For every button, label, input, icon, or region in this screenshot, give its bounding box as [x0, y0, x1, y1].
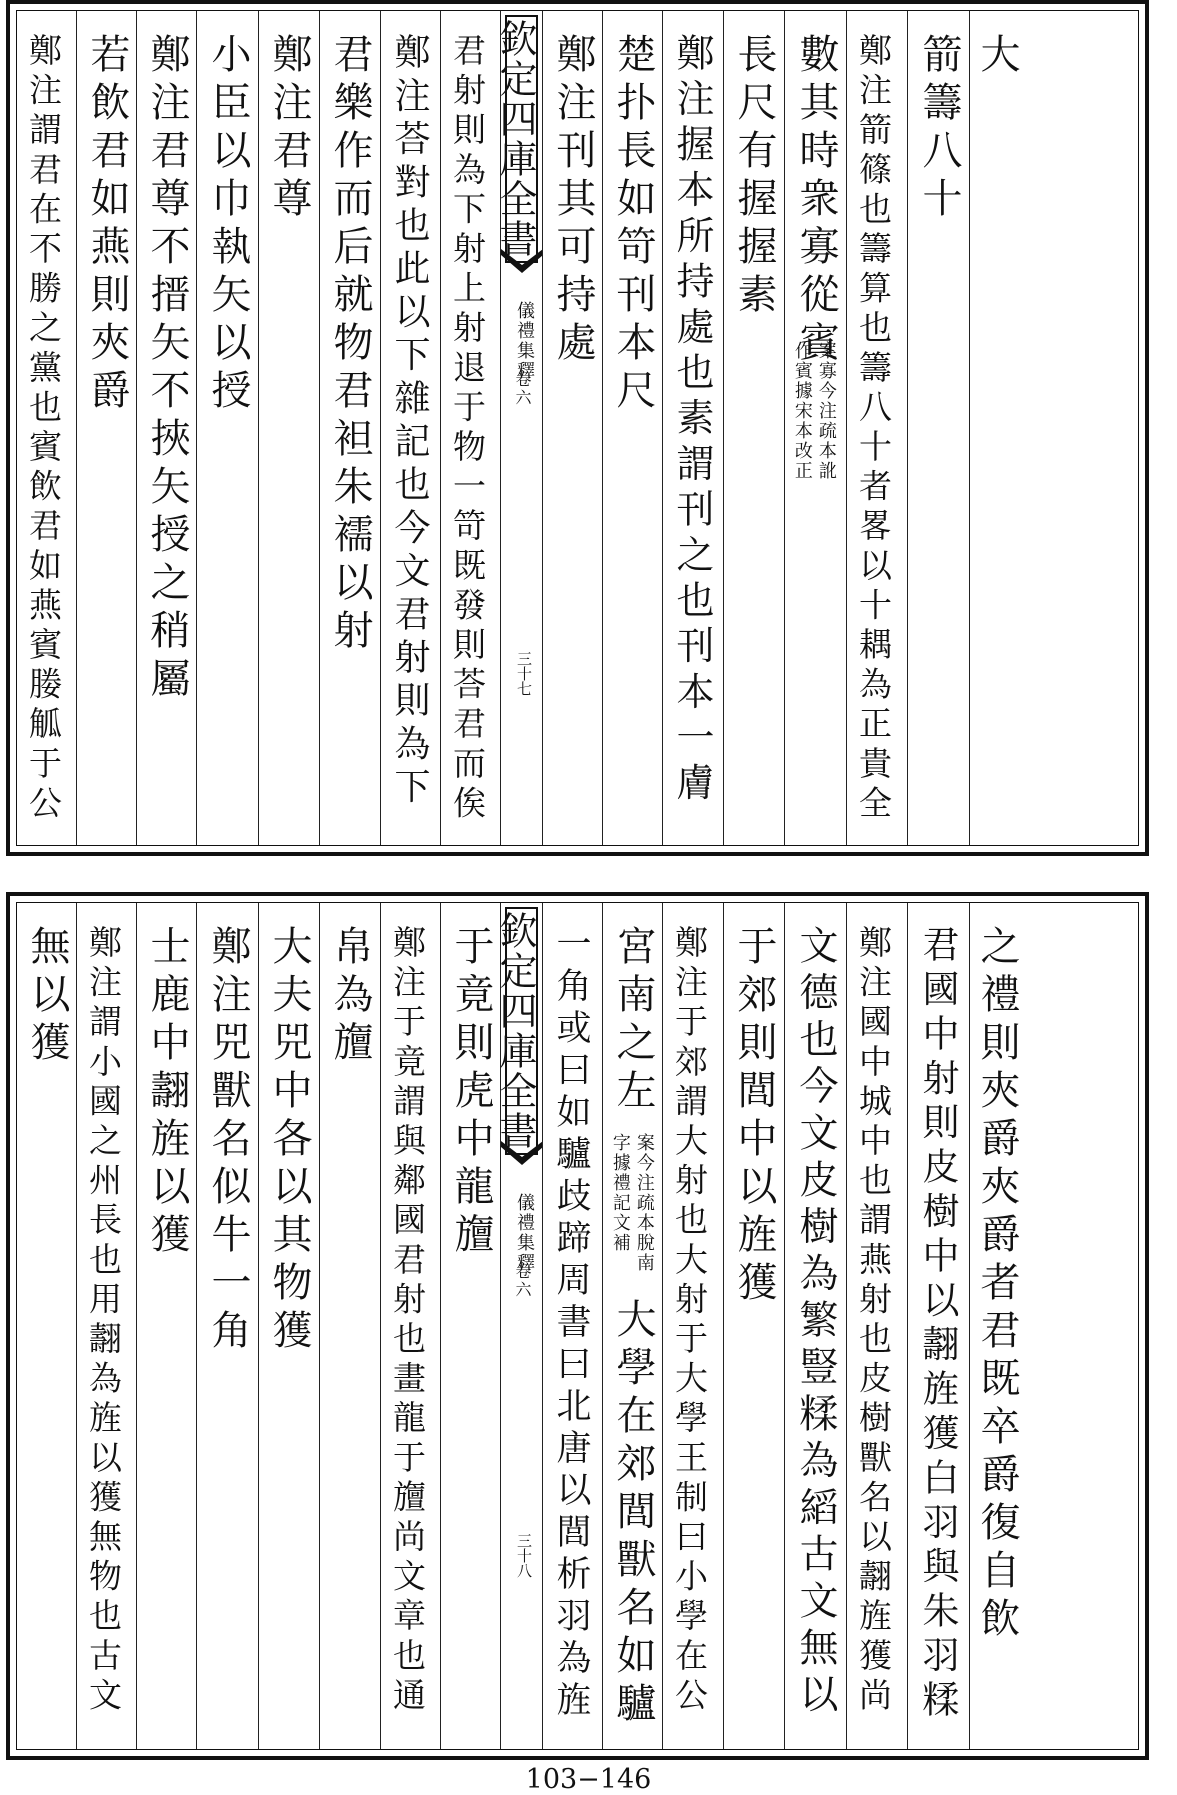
inline-note: 案今注疏本脫南 [633, 1133, 655, 1273]
column-text: 無以獲 [24, 925, 70, 1069]
column-text: 鄭注箭篠也籌算也籌八十者畧以十耦為正貴全 [854, 33, 893, 825]
text-column [542, 903, 602, 1749]
text-column [136, 903, 196, 1749]
text-frame [16, 10, 1139, 846]
page-number: 103−146 [525, 1764, 652, 1795]
column-text: 鄭注謂君在不勝之黨也賓飲君如燕賓媵觚于公 [24, 33, 63, 825]
text-column [319, 903, 380, 1749]
text-column [969, 11, 1022, 845]
column-text: 大學在郊閭獸名如驢 [610, 1298, 656, 1730]
column-text: 小臣以巾執矢以授 [205, 33, 251, 417]
column-text: 若飲君如燕則夾爵 [84, 33, 130, 417]
gutter-title: 欽定四庫全書 [505, 907, 538, 1155]
column-text: 鄭注謂小國之州長也用翿為旌以獲無物也古文 [84, 925, 123, 1717]
column-text: 君國中射則皮樹中以翿旌獲白羽與朱羽糅 [916, 925, 959, 1725]
column-text: 鄭注于竟謂與鄰國君射也畫龍于旜尚文章也通 [388, 925, 427, 1717]
column-text: 箭籌八十 [916, 33, 962, 225]
text-column [602, 903, 662, 1749]
fishtail-ornament [501, 1139, 543, 1169]
column-text: 士鹿中翿旌以獲 [144, 925, 190, 1261]
text-column [907, 903, 969, 1749]
text-column [784, 903, 846, 1749]
column-text: 鄭注刊其可持處 [550, 33, 596, 369]
column-text: 鄭注荅對也此以下雜記也今文君射則為下 [389, 33, 430, 811]
column-text: 君樂作而后就物君袒朱襦以射 [327, 33, 373, 657]
column-text: 鄭注握本所持處也素謂刊之也刊本一膚 [670, 33, 714, 809]
column-text: 楚扑長如笴刊本尺 [610, 33, 656, 417]
text-column [258, 903, 319, 1749]
center-gutter [493, 903, 542, 1749]
column-text: 宮南之左 [610, 925, 656, 1117]
column-text: 長尺有握握素 [731, 33, 777, 321]
text-column [846, 11, 907, 845]
text-column [969, 903, 1022, 1749]
text-column [196, 11, 258, 845]
text-column [662, 11, 723, 845]
text-column [319, 11, 380, 845]
column-text: 鄭注于郊謂大射也大射于大學王制曰小學在公 [670, 925, 709, 1717]
top-page-panel [6, 0, 1149, 856]
column-text: 于竟則虎中龍旜 [448, 925, 494, 1261]
bottom-page-panel [6, 892, 1149, 1760]
column-text: 于郊則閭中以旌獲 [731, 925, 777, 1309]
text-column [136, 11, 196, 845]
text-column [196, 903, 258, 1749]
leaf-number: 三十八 [515, 1533, 533, 1578]
text-column [440, 903, 500, 1749]
text-column [76, 903, 136, 1749]
text-column [723, 11, 784, 845]
text-column [258, 11, 319, 845]
gutter-title: 欽定四庫全書 [505, 15, 538, 263]
column-text: 數其時衆寡從賓 [793, 33, 839, 369]
column-text: 鄭注君尊 [266, 33, 312, 225]
text-column [17, 11, 76, 845]
text-column [723, 903, 784, 1749]
inline-note: 字據禮記文補 [609, 1133, 631, 1253]
column-text: 文德也今文皮樹為繁豎糅為縚古文無以 [793, 925, 838, 1721]
column-text: 鄭注君尊不搢矢不挾矢授之稍屬 [144, 33, 190, 705]
text-column [380, 903, 440, 1749]
text-column [784, 11, 846, 845]
column-text: 之禮則夾爵夾爵者君既卒爵復自飲 [974, 925, 1020, 1645]
column-text: 君射則為下射上射退于物一笴既發則荅君而俟 [448, 33, 487, 825]
text-column [380, 11, 440, 845]
volume-label: 卷六 [513, 1263, 532, 1299]
column-text: 大夫兕中各以其物獲 [266, 925, 312, 1357]
book-title: 儀禮集釋 [514, 1193, 535, 1273]
text-column [440, 11, 500, 845]
fishtail-ornament [501, 247, 543, 277]
inline-note: 作賓據宋本改正 [791, 341, 813, 481]
column-text: 帛為旜 [327, 925, 373, 1069]
text-column [907, 11, 969, 845]
leaf-number: 三十七 [515, 651, 533, 696]
inline-note: 案寡今注疏本訛 [815, 341, 837, 481]
book-title: 儀禮集釋 [514, 301, 535, 381]
text-column [76, 11, 136, 845]
text-frame [16, 902, 1139, 1750]
volume-label: 卷六 [513, 371, 532, 407]
center-gutter [493, 11, 542, 845]
column-text: 鄭注國中城中也謂燕射也皮樹獸名以翿旌獲尚 [854, 925, 893, 1717]
column-text: 鄭注兕獸名似牛一角 [205, 925, 251, 1357]
text-column [602, 11, 662, 845]
text-column [662, 903, 723, 1749]
column-text: 一角或曰如驢歧蹄周書曰北唐以閭析羽為旌 [551, 925, 591, 1723]
text-column [846, 903, 907, 1749]
text-column [542, 11, 602, 845]
text-column [17, 903, 76, 1749]
column-text: 大 [974, 33, 1020, 81]
